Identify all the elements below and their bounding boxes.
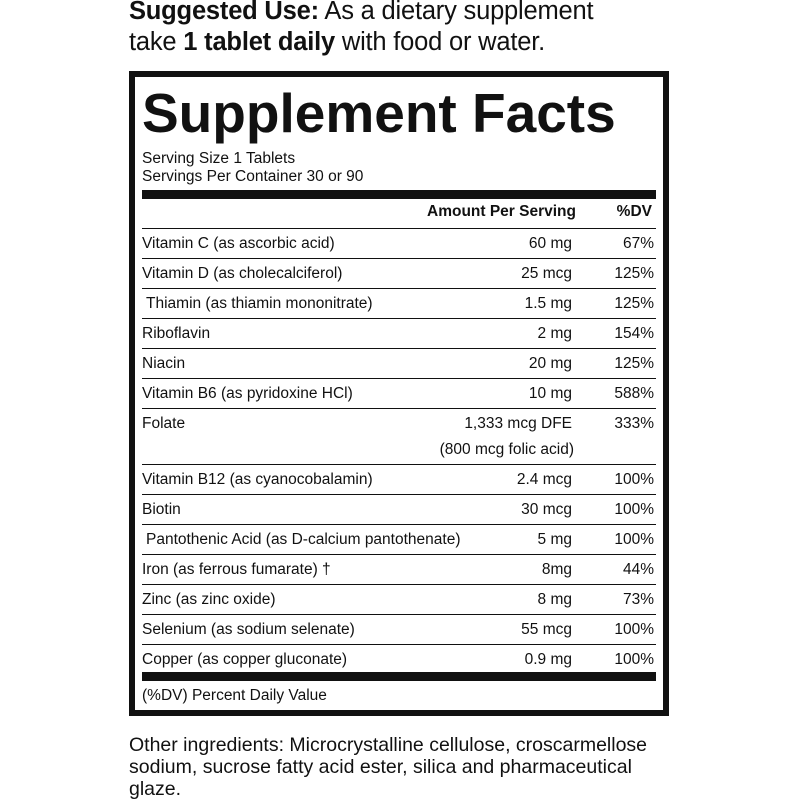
nutrient-percent-dv: 588% xyxy=(614,385,654,402)
nutrient-name: Vitamin B12 (as cyanocobalamin) xyxy=(142,471,373,488)
nutrient-name: Vitamin D (as cholecalciferol) xyxy=(142,265,343,282)
nutrient-percent-dv: 100% xyxy=(614,621,654,638)
nutrient-name: Biotin xyxy=(142,501,181,518)
nutrient-row xyxy=(142,228,656,258)
nutrient-row xyxy=(142,494,656,524)
nutrient-amount-value: 20 mg xyxy=(528,355,572,372)
nutrient-amount-value: 5 mg xyxy=(537,531,572,548)
nutrient-row xyxy=(142,584,656,614)
nutrient-row xyxy=(142,318,656,348)
nutrient-amount-value: 2 mg xyxy=(537,325,572,342)
nutrient-percent-dv: 67% xyxy=(622,235,654,252)
nutrient-name: Thiamin (as thiamin mononitrate) xyxy=(146,295,373,312)
nutrient-amount xyxy=(440,415,572,459)
other-ingredients: Other ingredients: Microcrystalline cellulose, croscarmellose sodium, sucrose fatty acid ester, silica and pharmaceutical glaze. xyxy=(129,734,648,800)
nutrient-percent-dv: 73% xyxy=(622,591,654,608)
nutrient-percent-dv: 154% xyxy=(614,325,654,342)
suggested-use-text-2: take xyxy=(129,28,184,56)
nutrient-name: Selenium (as sodium selenate) xyxy=(142,621,355,638)
nutrient-amount-sub: (800 mcg folic acid) xyxy=(439,441,574,458)
nutrient-percent-dv: 333% xyxy=(614,415,654,432)
nutrient-amount xyxy=(529,235,572,253)
nutrient-amount-value: 1,333 mcg DFE xyxy=(464,415,572,432)
nutrient-rows xyxy=(142,228,656,674)
nutrient-row xyxy=(142,348,656,378)
nutrient-name: Riboflavin xyxy=(142,325,211,342)
nutrient-amount xyxy=(538,531,572,549)
nutrient-percent-dv: 100% xyxy=(614,471,654,488)
suggested-use-dose: 1 tablet daily xyxy=(183,28,335,56)
nutrient-name: Folate xyxy=(142,415,186,432)
nutrient-name: Zinc (as zinc oxide) xyxy=(142,591,276,608)
nutrient-percent-dv: 100% xyxy=(614,651,654,668)
nutrient-percent-dv: 125% xyxy=(614,355,654,372)
header-percent-dv: %DV xyxy=(616,203,652,220)
nutrient-amount-value: 0.9 mg xyxy=(524,651,572,668)
nutrient-amount xyxy=(529,355,572,373)
nutrient-row xyxy=(142,408,656,464)
nutrient-name: Vitamin B6 (as pyridoxine HCl) xyxy=(142,385,353,402)
nutrient-percent-dv: 100% xyxy=(614,501,654,518)
nutrient-amount-value: 10 mg xyxy=(528,385,572,402)
nutrient-amount-value: 25 mcg xyxy=(521,265,572,282)
header-amount-per-serving: Amount Per Serving xyxy=(427,203,576,220)
nutrient-amount xyxy=(517,471,572,489)
nutrient-row xyxy=(142,554,656,584)
nutrient-percent-dv: 125% xyxy=(614,295,654,312)
nutrient-percent-dv: 100% xyxy=(614,531,654,548)
nutrient-row xyxy=(142,378,656,408)
nutrient-amount-value: 1.5 mg xyxy=(524,295,572,312)
suggested-use-text-1: As a dietary supplement xyxy=(318,0,594,25)
nutrient-amount xyxy=(542,561,572,579)
nutrient-row xyxy=(142,288,656,318)
column-header-row xyxy=(142,203,656,223)
suggested-use-label: Suggested Use: xyxy=(129,0,319,25)
nutrient-amount xyxy=(525,295,572,313)
nutrient-row xyxy=(142,524,656,554)
nutrient-amount-value: 60 mg xyxy=(528,235,572,252)
suggested-use-line-1 xyxy=(129,0,593,27)
nutrient-amount xyxy=(521,621,572,639)
nutrient-amount xyxy=(525,651,572,669)
nutrient-amount xyxy=(529,385,572,403)
servings-per-container: Servings Per Container 30 or 90 xyxy=(142,168,364,185)
nutrient-amount-value: 8mg xyxy=(541,561,572,578)
suggested-use xyxy=(129,0,593,58)
thick-divider-bottom xyxy=(142,672,656,681)
nutrient-row xyxy=(142,644,656,674)
nutrient-amount-value: 2.4 mcg xyxy=(516,471,572,488)
nutrient-amount xyxy=(521,265,572,283)
panel-title: Supplement Facts xyxy=(142,82,616,144)
suggested-use-text-3: with food or water. xyxy=(334,28,545,56)
nutrient-name: Vitamin C (as ascorbic acid) xyxy=(142,235,335,252)
nutrient-amount xyxy=(521,501,572,519)
nutrient-row xyxy=(142,614,656,644)
nutrient-amount-value: 30 mcg xyxy=(521,501,572,518)
nutrient-name: Copper (as copper gluconate) xyxy=(142,651,348,668)
nutrient-amount-value: 55 mcg xyxy=(521,621,572,638)
supplement-facts-panel xyxy=(129,71,669,716)
nutrient-row xyxy=(142,258,656,288)
nutrient-name: Iron (as ferrous fumarate) † xyxy=(142,561,331,578)
serving-size: Serving Size 1 Tablets xyxy=(142,150,296,167)
dv-footnote: (%DV) Percent Daily Value xyxy=(142,687,327,704)
nutrient-percent-dv: 125% xyxy=(614,265,654,282)
nutrient-name: Niacin xyxy=(142,355,186,372)
nutrient-percent-dv: 44% xyxy=(622,561,654,578)
nutrient-amount-value: 8 mg xyxy=(537,591,572,608)
suggested-use-line-2 xyxy=(129,27,593,58)
serving-info xyxy=(142,150,363,186)
nutrient-amount xyxy=(538,591,572,609)
thick-divider-top xyxy=(142,190,656,199)
nutrient-name: Pantothenic Acid (as D-calcium pantothenate) xyxy=(146,531,461,548)
nutrient-row xyxy=(142,464,656,494)
nutrient-amount xyxy=(538,325,572,343)
